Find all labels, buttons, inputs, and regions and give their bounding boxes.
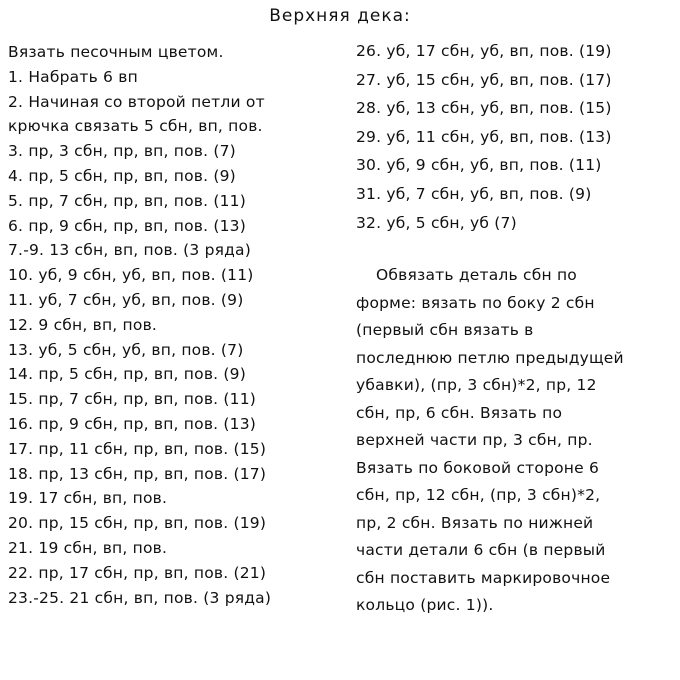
instruction-line: 16. пр, 9 сбн, пр, вп, пов. (13)	[8, 414, 257, 433]
edging-text-line: верхней части пр, 3 сбн, пр.	[356, 431, 593, 449]
instruction-line: 6. пр, 9 сбн, пр, вп, пов. (13)	[8, 216, 246, 235]
instruction-line: крючка связать 5 сбн, вп, пов.	[8, 117, 263, 136]
instruction-line: 18. пр, 13 сбн, пр, вп, пов. (17)	[8, 464, 267, 483]
instruction-line: 22. пр, 17 сбн, пр, вп, пов. (21)	[8, 563, 267, 582]
instruction-line: 26. уб, 17 сбн, уб, вп, пов. (19)	[356, 42, 612, 60]
instruction-line: 10. уб, 9 сбн, уб, вп, пов. (11)	[8, 266, 254, 285]
instruction-line: 7.-9. 13 сбн, вп, пов. (3 ряда)	[8, 241, 252, 260]
edging-text-line: пр, 2 сбн. Вязать по нижней	[356, 513, 594, 532]
edging-text-line: части детали 6 сбн (в первый	[356, 541, 606, 559]
instruction-line: 17. пр, 11 сбн, пр, вп, пов. (15)	[8, 439, 267, 458]
instruction-line: 23.-25. 21 сбн, вп, пов. (3 ряда)	[8, 588, 272, 607]
instruction-line: 13. уб, 5 сбн, уб, вп, пов. (7)	[8, 340, 244, 359]
edging-text-line: последнюю петлю предыдущей	[356, 348, 624, 367]
left-column-instructions	[8, 40, 271, 610]
instruction-line: 3. пр, 3 сбн, пр, вп, пов. (7)	[8, 142, 236, 161]
instruction-line: 31. уб, 7 сбн, уб, вп, пов. (9)	[356, 184, 592, 203]
edging-text-line: сбн, пр, 12 сбн, (пр, 3 сбн)*2,	[356, 486, 601, 504]
instruction-line: 29. уб, 11 сбн, уб, вп, пов. (13)	[356, 127, 612, 146]
instruction-line: 14. пр, 5 сбн, пр, вп, пов. (9)	[8, 365, 246, 384]
instruction-line: 4. пр, 5 сбн, пр, вп, пов. (9)	[8, 166, 236, 185]
instruction-line: 2. Начиная со второй петли от	[8, 92, 265, 111]
instruction-line: 11. уб, 7 сбн, уб, вп, пов. (9)	[8, 290, 244, 309]
instruction-line: Вязать песочным цветом.	[8, 43, 224, 61]
instruction-line: 21. 19 сбн, вп, пов.	[8, 538, 168, 557]
page-title: Верхняя дека:	[269, 6, 411, 26]
instruction-line: 12. 9 сбн, вп, пов.	[8, 315, 158, 334]
instruction-line: 32. уб, 5 сбн, уб (7)	[356, 213, 517, 232]
instruction-line: 30. уб, 9 сбн, уб, вп, пов. (11)	[356, 156, 602, 175]
edging-text-line: (первый сбн вязать в	[356, 321, 534, 339]
right-column-steps	[356, 37, 612, 237]
edging-text-line: форме: вязать по боку 2 сбн	[356, 293, 595, 312]
edging-instructions	[356, 262, 624, 620]
instruction-line: 15. пр, 7 сбн, пр, вп, пов. (11)	[8, 390, 257, 409]
instruction-line: 5. пр, 7 сбн, пр, вп, пов. (11)	[8, 191, 246, 210]
edging-text-line: сбн поставить маркировочное	[356, 568, 611, 587]
edging-text-line: сбн, пр, 6 сбн. Вязать по	[356, 403, 563, 422]
edging-text-line: Обвязать деталь сбн по	[376, 266, 577, 284]
instruction-line: 19. 17 сбн, вп, пов.	[8, 489, 168, 508]
instruction-line: 20. пр, 15 сбн, пр, вп, пов. (19)	[8, 514, 267, 533]
edging-text-line: убавки), (пр, 3 сбн)*2, пр, 12	[356, 376, 597, 394]
edging-text-line: Вязать по боковой стороне 6	[356, 458, 600, 477]
instruction-line: 28. уб, 13 сбн, уб, вп, пов. (15)	[356, 99, 612, 118]
edging-text-line: кольцо (рис. 1)).	[356, 596, 494, 614]
instruction-line: 1. Набрать 6 вп	[8, 67, 138, 86]
instruction-line: 27. уб, 15 сбн, уб, вп, пов. (17)	[356, 70, 612, 89]
